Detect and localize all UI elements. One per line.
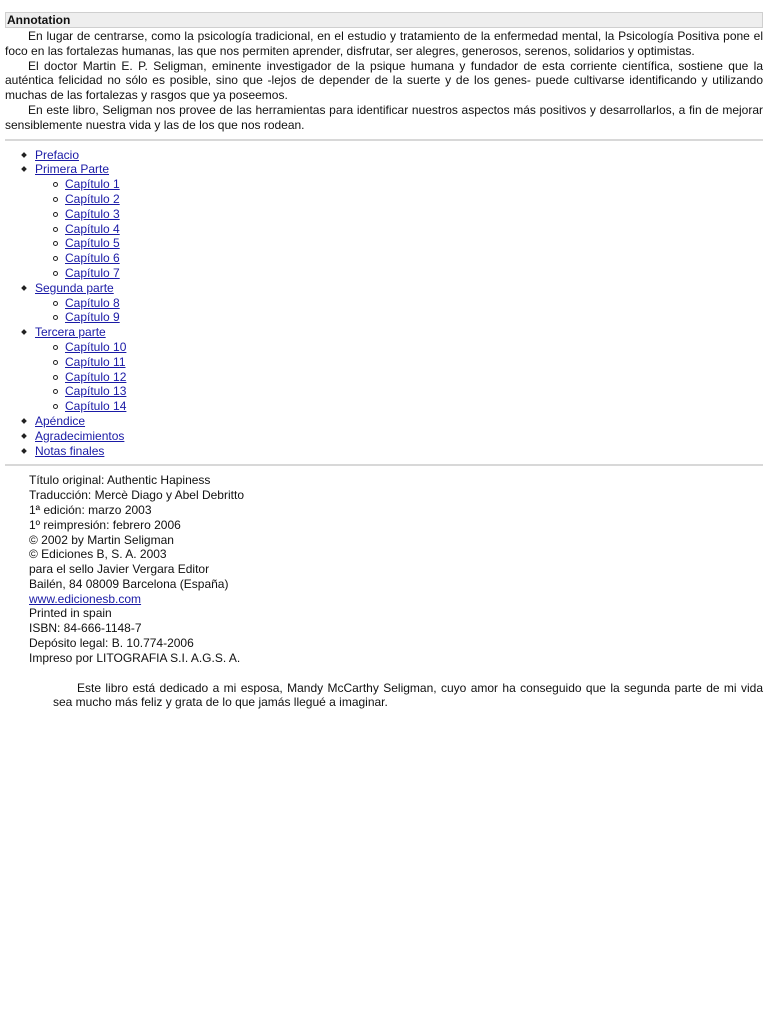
toc-link-capitulo-7[interactable]: Capítulo 7 <box>65 265 120 280</box>
toc-subitem <box>65 177 763 192</box>
toc-link-capitulo-13[interactable]: Capítulo 13 <box>65 384 127 399</box>
toc-item <box>35 281 763 325</box>
edition-line: 1ª edición: marzo 2003 <box>29 502 152 517</box>
annotation-heading: Annotation <box>5 12 763 28</box>
intro-paragraph: En lugar de centrarse, como la psicología tradicional, en el estudio y tratamiento de la enfermedad mental, la Psicología Positiva pone el foco en las fortalezas humanas, las que nos permiten aprender, disfrutar, ser alegres, generosos, serenos, solidarios y optimistas. <box>5 29 763 58</box>
toc-subitem <box>65 310 763 325</box>
translation-credit: Traducción: Mercè Diago y Abel Debritto <box>29 488 244 503</box>
publisher-copyright: © Ediciones B, S. A. 2003 <box>29 547 167 562</box>
publisher-website-link[interactable]: www.edicionesb.com <box>29 591 142 606</box>
toc-subitem <box>65 266 763 281</box>
toc-subitem <box>65 222 763 237</box>
author-copyright: © 2002 by Martin Seligman <box>29 532 174 547</box>
toc-sublist <box>35 340 763 414</box>
toc-item <box>35 162 763 280</box>
toc-subitem <box>65 384 763 399</box>
toc-link-capitulo-9[interactable]: Capítulo 9 <box>65 310 120 325</box>
toc-link-capitulo-3[interactable]: Capítulo 3 <box>65 206 120 221</box>
printed-in-line: Printed in spain <box>29 606 112 621</box>
toc-subitem <box>65 207 763 222</box>
dedication-text: Este libro está dedicado a mi esposa, Mandy McCarthy Seligman, cuyo amor ha conseguido que la segunda parte de mi vida sea mucho más feliz y grata de lo que jamás llegué a imaginar. <box>53 680 763 710</box>
toc-link-agradecimientos[interactable]: Agradecimientos <box>35 428 125 443</box>
intro-paragraph: El doctor Martin E. P. Seligman, eminente investigador de la psique humana y fundador de esta corriente científica, sostiene que la auténtica felicidad no sólo es posible, sino que -lejos de depender de la suerte y de los genes- puede cultivarse identificando y utilizando muchas de las fortalezas y rasgos que ya poseemos. <box>5 58 763 103</box>
toc-link-capitulo-1[interactable]: Capítulo 1 <box>65 177 120 192</box>
toc-subitem <box>65 192 763 207</box>
toc-link-capitulo-5[interactable]: Capítulo 5 <box>65 236 120 251</box>
toc-link-segunda-parte[interactable]: Segunda parte <box>35 280 114 295</box>
table-of-contents <box>5 148 763 459</box>
toc-subitem <box>65 355 763 370</box>
toc-subitem <box>65 340 763 355</box>
toc-link-notas-finales[interactable]: Notas finales <box>35 443 105 458</box>
toc-subitem <box>65 370 763 385</box>
isbn-line: ISBN: 84-666-1148-7 <box>29 621 142 636</box>
toc-link-apendice[interactable]: Apéndice <box>35 413 86 428</box>
toc-link-capitulo-11[interactable]: Capítulo 11 <box>65 354 126 369</box>
toc-item <box>35 148 763 163</box>
toc-item <box>35 444 763 459</box>
toc-link-capitulo-12[interactable]: Capítulo 12 <box>65 369 127 384</box>
toc-item <box>35 325 763 414</box>
toc-link-tercera-parte[interactable]: Tercera parte <box>35 325 106 340</box>
publisher-address: Bailén, 84 08009 Barcelona (España) <box>29 576 229 591</box>
toc-item <box>35 429 763 444</box>
reprint-line: 1º reimpresión: febrero 2006 <box>29 517 181 532</box>
printer-line: Impreso por LITOGRAFIA S.I. A.G.S. A. <box>29 650 241 665</box>
toc-subitem <box>65 399 763 414</box>
imprint-block <box>5 473 763 665</box>
toc-link-primera-parte[interactable]: Primera Parte <box>35 162 110 177</box>
toc-item <box>35 414 763 429</box>
toc-link-capitulo-2[interactable]: Capítulo 2 <box>65 191 120 206</box>
toc-subitem <box>65 236 763 251</box>
toc-sublist <box>35 177 763 281</box>
legal-deposit-line: Depósito legal: B. 10.774-2006 <box>29 636 194 651</box>
imprint-label: para el sello Javier Vergara Editor <box>29 562 210 577</box>
toc-link-capitulo-6[interactable]: Capítulo 6 <box>65 251 120 266</box>
toc-sublist <box>35 296 763 326</box>
original-title: Título original: Authentic Hapiness <box>29 473 211 488</box>
publisher-website-line <box>29 592 763 607</box>
toc-link-capitulo-14[interactable]: Capítulo 14 <box>65 399 127 414</box>
toc-link-capitulo-10[interactable]: Capítulo 10 <box>65 339 127 354</box>
toc-link-prefacio[interactable]: Prefacio <box>35 147 80 162</box>
toc-subitem <box>65 251 763 266</box>
annotation-text <box>5 29 763 133</box>
divider <box>5 139 763 141</box>
toc-subitem <box>65 296 763 311</box>
divider <box>5 464 763 466</box>
toc-link-capitulo-4[interactable]: Capítulo 4 <box>65 221 120 236</box>
toc-link-capitulo-8[interactable]: Capítulo 8 <box>65 295 120 310</box>
intro-paragraph: En este libro, Seligman nos provee de las herramientas para identificar nuestros aspectos más positivos y desarrollarlos, a fin de mejorar sensiblemente nuestra vida y las de los que nos rodean. <box>5 102 763 132</box>
